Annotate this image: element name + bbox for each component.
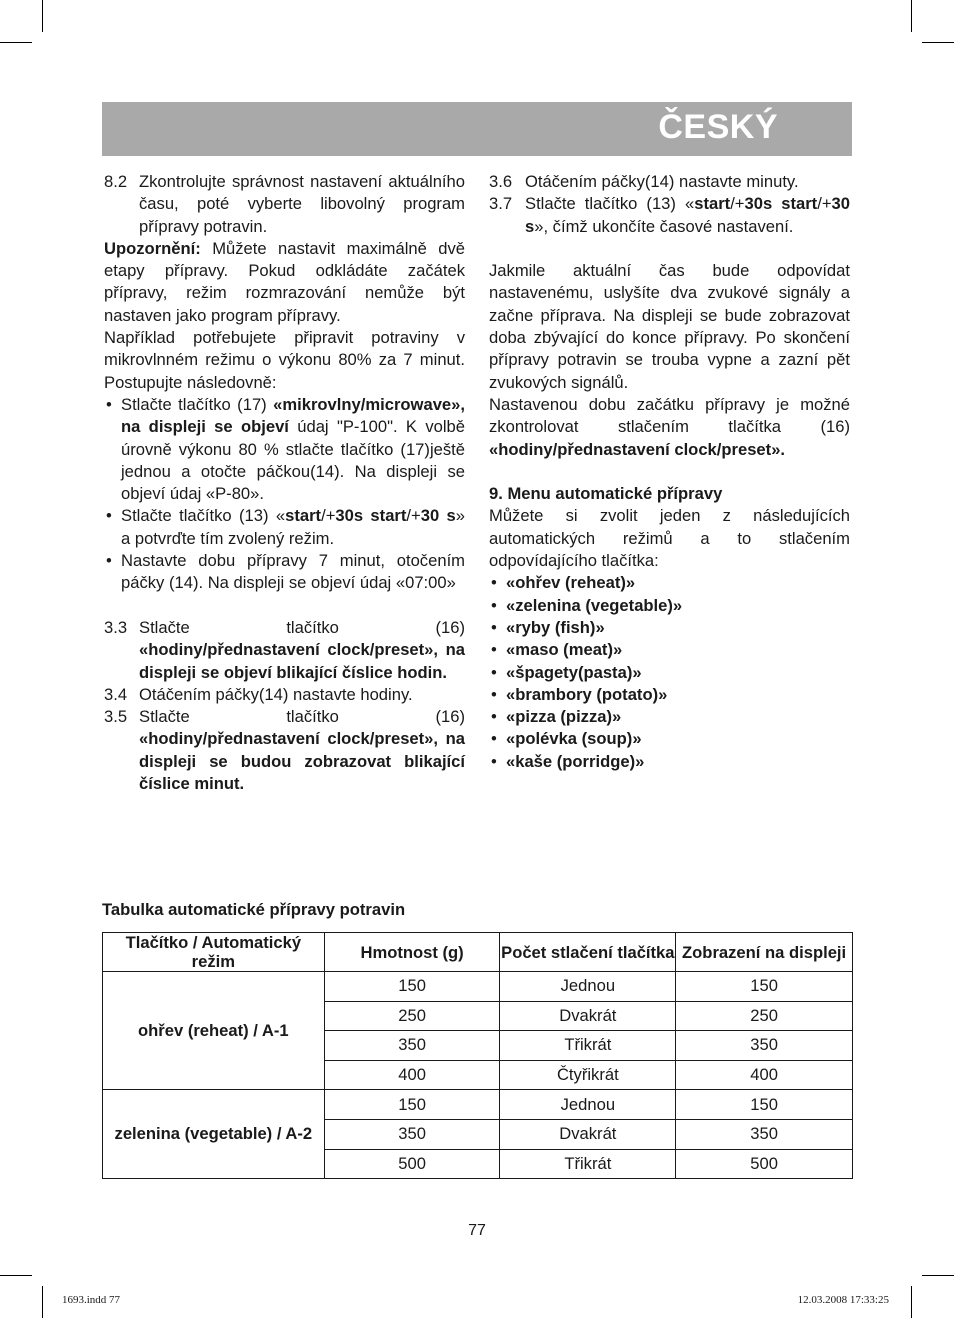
- mode-name: ohřev (reheat) /: [138, 1020, 262, 1040]
- step-number: 3.6: [489, 172, 513, 191]
- mode-code: A-2: [285, 1124, 313, 1144]
- step-text: Stlačte tlačítko (13) «: [525, 194, 695, 214]
- mode-name: zelenina (vegetable) /: [114, 1124, 286, 1144]
- instruction-bullet: [104, 394, 465, 505]
- display-cell: 500: [676, 1149, 853, 1179]
- column-header: Tlačítko / Automatický režim: [103, 933, 325, 972]
- step-bold-text: start: [694, 194, 731, 214]
- display-cell: 350: [676, 1031, 853, 1061]
- start-paragraph: Jakmile aktuální čas bude odpovídat nastavenému, uslyšíte dva zvukové signály a začne příprava. Na displeji se bude zobrazovat doba zbývající do konce přípravy. Po skončení přípravy potravin se trouba vypne a zazní pět zvukových signálů.: [489, 261, 850, 392]
- section-heading: 9. Menu automatické přípravy: [489, 484, 723, 504]
- step-bold-text: «hodiny/přednastavení clock/preset», na displeji se budou zobrazovat blikající číslice minut.: [139, 729, 465, 794]
- weight-cell: 500: [324, 1149, 500, 1179]
- spacer: [489, 461, 850, 483]
- column-header: Hmotnost (g): [324, 933, 500, 972]
- warning-label: Upozornění:: [104, 238, 201, 258]
- spacer: [104, 595, 465, 617]
- crop-mark: [922, 42, 954, 43]
- step-3-5: [104, 706, 465, 795]
- left-column: [104, 171, 465, 795]
- print-timestamp: 12.03.2008 17:33:25: [797, 1294, 889, 1306]
- warning-text: Můžete nastavit maximálně dvě etapy přípravy. Pokud odkládáte začátek přípravy, režim rozmrazování nemůže být nastaven jako program přípravy.: [104, 238, 465, 325]
- display-cell: 250: [676, 1001, 853, 1031]
- table-body: [103, 972, 853, 1179]
- right-column: [489, 171, 850, 773]
- weight-cell: 400: [324, 1060, 500, 1090]
- warning-paragraph: [104, 238, 465, 327]
- weight-cell: 250: [324, 1001, 500, 1031]
- step-bold-text: 30 s: [525, 194, 850, 236]
- display-cell: 350: [676, 1119, 853, 1149]
- bullet-text: /+: [321, 506, 336, 526]
- section-intro: Můžete si zvolit jeden z následujících automatických režimů a to stlačením odpovídajícího tlačítka:: [489, 506, 850, 571]
- crop-mark: [911, 1286, 912, 1318]
- step-number: 3.5: [104, 707, 128, 727]
- auto-mode-item: • «špagety(pasta)»: [489, 662, 850, 684]
- auto-mode-item: • «brambory (potato)»: [489, 684, 850, 706]
- crop-mark: [922, 1275, 954, 1276]
- table-row: [103, 972, 853, 1002]
- column-header: Zobrazení na displeji: [676, 933, 853, 972]
- press-count-cell: Dvakrát: [500, 1001, 676, 1031]
- step-number: 8.2: [104, 172, 128, 191]
- step-number: 3.7: [489, 194, 513, 214]
- table-title: Tabulka automatické přípravy potravin: [102, 900, 406, 919]
- table-row: [103, 1090, 853, 1120]
- auto-mode-item: • «maso (meat)»: [489, 639, 850, 661]
- display-cell: 150: [676, 1090, 853, 1120]
- bullet-text: Stlačte tlačítko (13) «: [121, 506, 286, 526]
- auto-mode-item: • «zelenina (vegetable)»: [489, 595, 850, 617]
- auto-mode-item: • «ohřev (reheat)»: [489, 572, 850, 594]
- step-text: », čímž ukončíte časové nastavení.: [534, 216, 794, 236]
- step-3-6: [489, 171, 850, 193]
- step-text: /+: [730, 194, 745, 214]
- step-text: Otáčením páčky(14) nastavte hodiny.: [139, 684, 413, 704]
- paragraph-bold-text: «hodiny/přednastavení clock/preset».: [489, 439, 786, 459]
- auto-mode-item: • «pizza (pizza)»: [489, 706, 850, 728]
- example-paragraph: Například potřebujete připravit potraviny v mikrovlnném režimu o výkonu 80% za 7 minut. Postupujte následovně:: [104, 328, 465, 392]
- check-paragraph: [489, 394, 850, 461]
- file-slug: 1693.indd 77: [62, 1294, 121, 1306]
- press-count-cell: Třikrát: [500, 1149, 676, 1179]
- display-cell: 150: [676, 972, 853, 1002]
- bullet-text: » a potvrďte tím zvolený režim.: [121, 506, 465, 548]
- step-text: Zkontrolujte správnost nastavení aktuálního času, poté vyberte libovolný program přípravy potravin.: [139, 172, 465, 236]
- bullet-bold-text: «mikrovlny/microwave», na displeji se objeví: [121, 394, 465, 437]
- instruction-bullet: [104, 505, 465, 550]
- step-3-4: [104, 684, 465, 706]
- step-3-7: [489, 193, 850, 238]
- weight-cell: 350: [324, 1031, 500, 1061]
- page-title: ČESKÝ: [658, 108, 778, 146]
- step-text: Stlačte tlačítko (16): [139, 707, 465, 727]
- mode-cell: [103, 1090, 325, 1179]
- step-text: /+: [817, 194, 832, 214]
- spacer: [489, 238, 850, 260]
- bullet-bold-text: 30 s: [420, 506, 456, 526]
- weight-cell: 350: [324, 1119, 500, 1149]
- bullet-bold-text: start: [285, 506, 322, 526]
- table-header-row: [103, 933, 853, 972]
- bullet-text: údaj "P-100". K volbě úrovně výkonu 80 % stlačte tlačítko (17)ještě jednou a otočte páčkou(14). Na displeji se objeví údaj «P-80».: [121, 417, 465, 504]
- auto-mode-item: • «polévka (soup)»: [489, 728, 850, 750]
- page-number: 77: [468, 1222, 486, 1239]
- auto-mode-item: • «ryby (fish)»: [489, 617, 850, 639]
- instruction-bullet: • Nastavte dobu přípravy 7 minut, otočením páčky (14). Na displeji se objeví údaj «07:00»: [104, 550, 465, 595]
- press-count-cell: Čtyřikrát: [500, 1060, 676, 1090]
- bullet-bold-text: 30s start: [335, 506, 407, 526]
- display-cell: 400: [676, 1060, 853, 1090]
- auto-mode-list: [489, 572, 850, 773]
- bullet-text: Stlačte tlačítko (17): [121, 394, 274, 414]
- crop-mark: [911, 0, 912, 32]
- press-count-cell: Dvakrát: [500, 1119, 676, 1149]
- step-bold-text: «hodiny/přednastavení clock/preset», na displeji se objeví blikající číslice hodin.: [139, 640, 465, 682]
- mode-cell: [103, 972, 325, 1090]
- step-number: 3.4: [104, 684, 128, 704]
- auto-mode-item: • «kaše (porridge)»: [489, 751, 850, 773]
- weight-cell: 150: [324, 1090, 500, 1120]
- language-banner: [102, 102, 852, 156]
- bullet-text: /+: [406, 506, 421, 526]
- step-text: Otáčením páčky(14) nastavte minuty.: [525, 172, 799, 191]
- step-bold-text: 30s start: [744, 194, 818, 214]
- column-header: Počet stlačení tlačítka: [500, 933, 676, 972]
- step-text: Stlačte tlačítko (16): [139, 617, 465, 637]
- paragraph-text: Nastavenou dobu začátku přípravy je možné zkontrolovat stlačením tlačítka (16): [489, 394, 850, 437]
- crop-mark: [42, 1286, 43, 1318]
- crop-mark: [42, 0, 43, 32]
- press-count-cell: Třikrát: [500, 1031, 676, 1061]
- crop-mark: [0, 42, 32, 43]
- step-3-3: [104, 617, 465, 684]
- press-count-cell: Jednou: [500, 972, 676, 1002]
- weight-cell: 150: [324, 972, 500, 1002]
- press-count-cell: Jednou: [500, 1090, 676, 1120]
- step-8-2: [104, 171, 465, 238]
- crop-mark: [0, 1275, 32, 1276]
- mode-code: A-1: [261, 1020, 289, 1040]
- auto-cooking-table: [102, 932, 853, 1179]
- step-number: 3.3: [104, 617, 128, 637]
